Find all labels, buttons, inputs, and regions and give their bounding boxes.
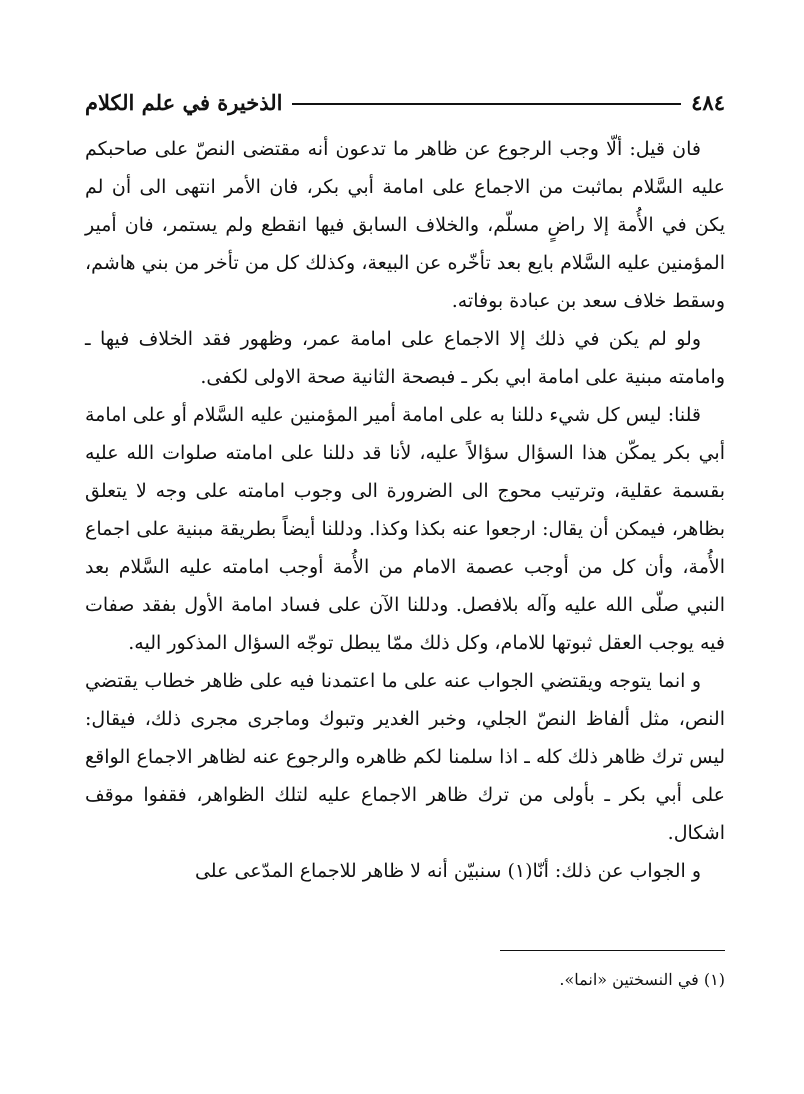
paragraph: فان قيل: ألّا وجب الرجوع عن ظاهر ما تدعون أنه مقتضى النصّ على صاحبكم عليه السَّلام بماثبت من الاجماع على امامة أبي بكر، فان الأمر انتهى الى أن لم يكن في الأُمة إلا راضٍ مسلّم، والخلاف السابق فيها انقطع ولم يستمر، فان أمير المؤمنين عليه السَّلام بايع بعد تأخّره عن البيعة، وكذلك كل من تأخر من بني هاشم، وسقط خلاف سعد بن عبادة بوفاته. xyxy=(85,138,725,312)
footnote: (١) في النسختين «انما». xyxy=(559,970,725,989)
page-number: ٤٨٤ xyxy=(691,89,725,115)
paragraph: و انما يتوجه ويقتضي الجواب عنه على ما اعتمدنا فيه على ظاهر خطاب يقتضي النص، مثل ألفاظ النصّ الجلي، وخبر الغدير وتبوك وماجرى مجرى ذلك، فيقال: ليس ترك ظاهر ذلك كله ـ اذا سلمنا لكم ظاهره والرجوع عنه لظاهر الاجماع الواقع على أبي بكر ـ بأولى من ترك ظاهر الاجماع عليه لتلك الظواهر، فقفوا موقف اشكال. xyxy=(85,670,725,844)
running-title: الذخيرة في علم الكلام xyxy=(85,89,283,115)
header-rule xyxy=(292,103,681,105)
footnote-rule xyxy=(500,950,725,951)
paragraph: و الجواب عن ذلك: أنّا(١) سنبيّن أنه لا ظاهر للاجماع المدّعى على xyxy=(194,860,701,882)
page-header xyxy=(85,82,725,122)
paragraph: ولو لم يكن في ذلك إلا الاجماع على امامة عمر، وظهور فقد الخلاف فيها ـ وامامته مبنية على امامة ابي بكر ـ فبصحة الثانية صحة الاولى لكفى. xyxy=(85,328,725,388)
paragraph: قلنا: ليس كل شيء دللنا به على امامة أمير المؤمنين عليه السَّلام أو على امامة أبي بكر يمكّن هذا السؤال سؤالاً عليه، لأنا قد دللنا على امامته صلوات الله عليه بقسمة عقلية، وترتيب محوج الى الضرورة الى وجوب امامته على وجه لا يتعلق بظاهر، فيمكن أن يقال: ارجعوا عنه بكذا وكذا. ودللنا أيضاً بطريقة مبنية على اجماع الأُمة، وأن كل من أوجب عصمة الامام من الأُمة أوجب امامته عليه السَّلام بعد النبي صلّى الله عليه وآله بلافصل. ودللنا الآن على فساد امامة الأول بفقد صفات فيه يوجب العقل ثبوتها للامام، وكل ذلك ممّا يبطل توجّه السؤال المذكور اليه. xyxy=(85,404,725,654)
body-text xyxy=(85,130,725,890)
